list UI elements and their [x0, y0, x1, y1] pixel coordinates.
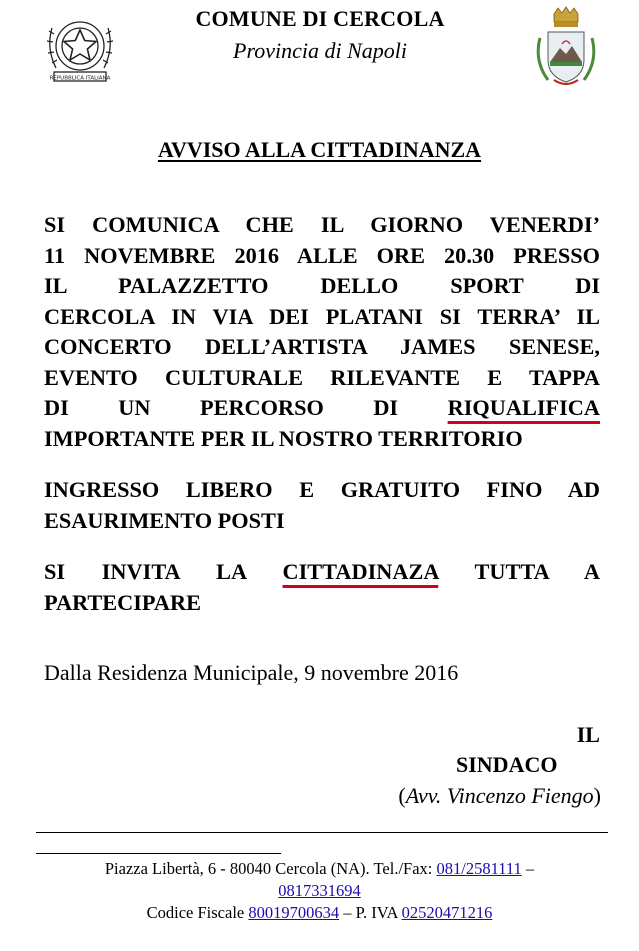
- entry-line: ESAURIMENTO POSTI: [44, 507, 285, 533]
- notice-title: AVVISO ALLA CITTADINANZA: [157, 137, 482, 162]
- footer-phone-line: [0, 881, 639, 901]
- footer-dash: –: [525, 859, 535, 878]
- invitation-post: TUTTA A: [474, 559, 601, 584]
- entry-line: INGRESSO LIBERO E GRATUITO FINO AD: [44, 477, 600, 502]
- date-line: Dalla Residenza Municipale, 9 novembre 2016: [44, 660, 459, 685]
- footer-address-line: [0, 859, 639, 879]
- fiscal-label: Codice Fiscale: [146, 903, 245, 922]
- vat-number-link[interactable]: 02520471216: [401, 903, 493, 922]
- invitation-line: [44, 557, 600, 588]
- paren-open: (: [398, 783, 406, 808]
- announcement-line: CERCOLA IN VIA DEI PLATANI SI TERRA’ IL: [44, 303, 600, 329]
- cercola-coat-of-arms-icon: [534, 6, 598, 94]
- province-subtitle: Provincia di Napoli: [233, 38, 407, 63]
- footer-fiscal-line: [0, 903, 639, 923]
- announcement-line-7: [44, 393, 600, 424]
- signature-title-line2: SINDACO: [456, 752, 558, 777]
- italian-republic-emblem-icon: [40, 8, 120, 88]
- announcement-line: EVENTO CULTURALE RILEVANTE E TAPPA: [44, 364, 600, 390]
- announcement-paragraph: [44, 210, 600, 454]
- phone2-link[interactable]: 0817331694: [278, 881, 361, 900]
- announcement-line-text: DI UN PERCORSO DI: [44, 395, 399, 420]
- invitation-pre: SI INVITA LA: [44, 559, 246, 584]
- spellcheck-flagged-word: RIQUALIFICA: [447, 395, 601, 420]
- announcement-line: IMPORTANTE PER IL NOSTRO TERRITORIO: [44, 425, 523, 451]
- spellcheck-flagged-word: CITTADINAZA: [282, 559, 439, 584]
- municipality-title: COMUNE DI CERCOLA: [195, 6, 445, 31]
- invitation-line: PARTECIPARE: [44, 589, 201, 615]
- fiscal-code-link[interactable]: 80019700634: [248, 903, 340, 922]
- announcement-line: SI COMUNICA CHE IL GIORNO VENERDI’: [44, 212, 600, 237]
- announcement-line: 11 NOVEMBRE 2016 ALLE ORE 20.30 PRESSO: [44, 242, 600, 268]
- footer-address: Piazza Libertà, 6 - 80040 Cercola (NA). Tel./Fax:: [104, 859, 433, 878]
- announcement-line: CONCERTO DELL’ARTISTA JAMES SENESE,: [44, 334, 600, 359]
- signature-name: [398, 783, 601, 809]
- entry-paragraph: [44, 475, 600, 536]
- signature-title-line1: IL: [576, 722, 600, 747]
- footer-divider: [36, 832, 608, 833]
- mayor-name: Avv. Vincenzo Fiengo: [405, 783, 594, 808]
- emblem-motto: REPUBBLICA ITALIANA: [49, 75, 111, 82]
- phone-link[interactable]: 081/2581111: [436, 859, 522, 878]
- paren-close: ): [593, 783, 601, 808]
- invitation-paragraph: [44, 557, 600, 618]
- footer-divider-short: [36, 853, 281, 854]
- announcement-line: IL PALAZZETTO DELLO SPORT DI: [44, 273, 600, 298]
- vat-label: – P. IVA: [343, 903, 398, 922]
